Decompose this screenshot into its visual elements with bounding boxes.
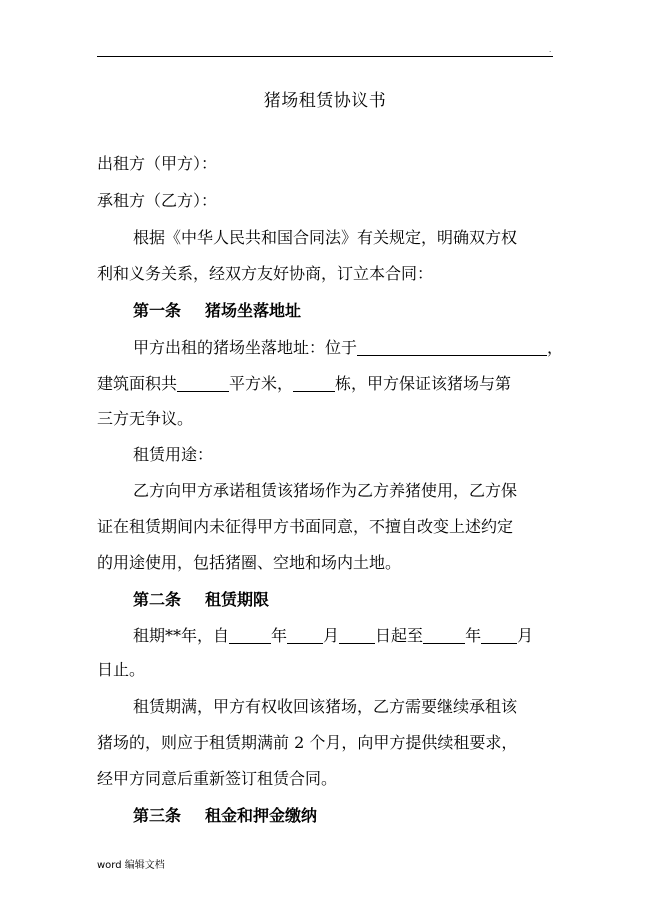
- intro-line-1: 根据《中华人民共和国合同法》有关规定，明确双方权: [133, 228, 518, 247]
- article-2-number: 第二条: [133, 590, 182, 609]
- renew-line-2: 猪场的，则应于租赁期满前 2 个月，向甲方提供续租要求，: [97, 733, 518, 752]
- lessor-line: 出租方（甲方）：: [97, 154, 218, 173]
- article-1-number: 第一条: [133, 301, 182, 320]
- header-mark: .: [549, 46, 552, 54]
- end-year-label: 年: [465, 626, 482, 645]
- area-blank[interactable]: [177, 374, 229, 392]
- use-line-1: 乙方向甲方承诺租赁该猪场作为乙方养猪使用，乙方保: [133, 481, 518, 500]
- intro-line-2: 利和义务关系，经双方友好协商，订立本合同：: [97, 264, 434, 283]
- article-2-title: 租赁期限: [205, 590, 270, 609]
- no-dispute-line: 三方无争议。: [97, 409, 194, 428]
- footer-text: word 编辑文档: [97, 860, 165, 871]
- renew-line-3: 经甲方同意后重新签订租赁合同。: [97, 769, 338, 788]
- end-month-blank[interactable]: [481, 626, 517, 644]
- article-2-heading: [133, 589, 269, 611]
- document-title: 猪场租赁协议书: [263, 91, 387, 111]
- term-prefix: 租期**年，自: [133, 626, 230, 645]
- article-3-heading: [133, 805, 317, 827]
- start-month-blank[interactable]: [287, 626, 323, 644]
- term-end-line: 日止。: [97, 660, 146, 679]
- area-unit: 平方米，: [229, 374, 294, 393]
- article-3-title: 租金和押金缴纳: [205, 806, 318, 825]
- article-1-title: 猪场坐落地址: [205, 301, 302, 320]
- area-line: [97, 373, 511, 395]
- area-prefix: 建筑面积共: [97, 374, 178, 393]
- address-blank[interactable]: [357, 338, 547, 356]
- renew-line-1: 租赁期满，甲方有权收回该猪场，乙方需要继续承租该: [133, 697, 518, 716]
- article-3-number: 第三条: [133, 806, 182, 825]
- use-line-2: 证在租赁期间内未征得甲方书面同意，不擅自改变上述约定: [97, 517, 514, 536]
- article-1-heading: [133, 300, 301, 322]
- address-suffix: ，: [547, 338, 564, 357]
- header-rule: [97, 56, 553, 57]
- end-month-label: 月: [517, 626, 534, 645]
- building-count-blank[interactable]: [293, 374, 335, 392]
- start-month-label: 月: [323, 626, 340, 645]
- start-day-blank[interactable]: [339, 626, 375, 644]
- use-label: 租赁用途：: [133, 445, 214, 464]
- start-day-label: 日起至: [375, 626, 424, 645]
- use-line-3: 的用途使用，包括猪圈、空地和场内土地。: [97, 553, 402, 572]
- term-line: [133, 625, 533, 647]
- address-prefix: 甲方出租的猪场坐落地址：位于: [133, 338, 358, 357]
- start-year-label: 年: [271, 626, 288, 645]
- start-year-blank[interactable]: [229, 626, 271, 644]
- lessee-line: 承租方（乙方）：: [97, 191, 218, 210]
- building-unit: 栋，甲方保证该猪场与第: [335, 374, 512, 393]
- address-line: [133, 337, 563, 359]
- end-year-blank[interactable]: [423, 626, 465, 644]
